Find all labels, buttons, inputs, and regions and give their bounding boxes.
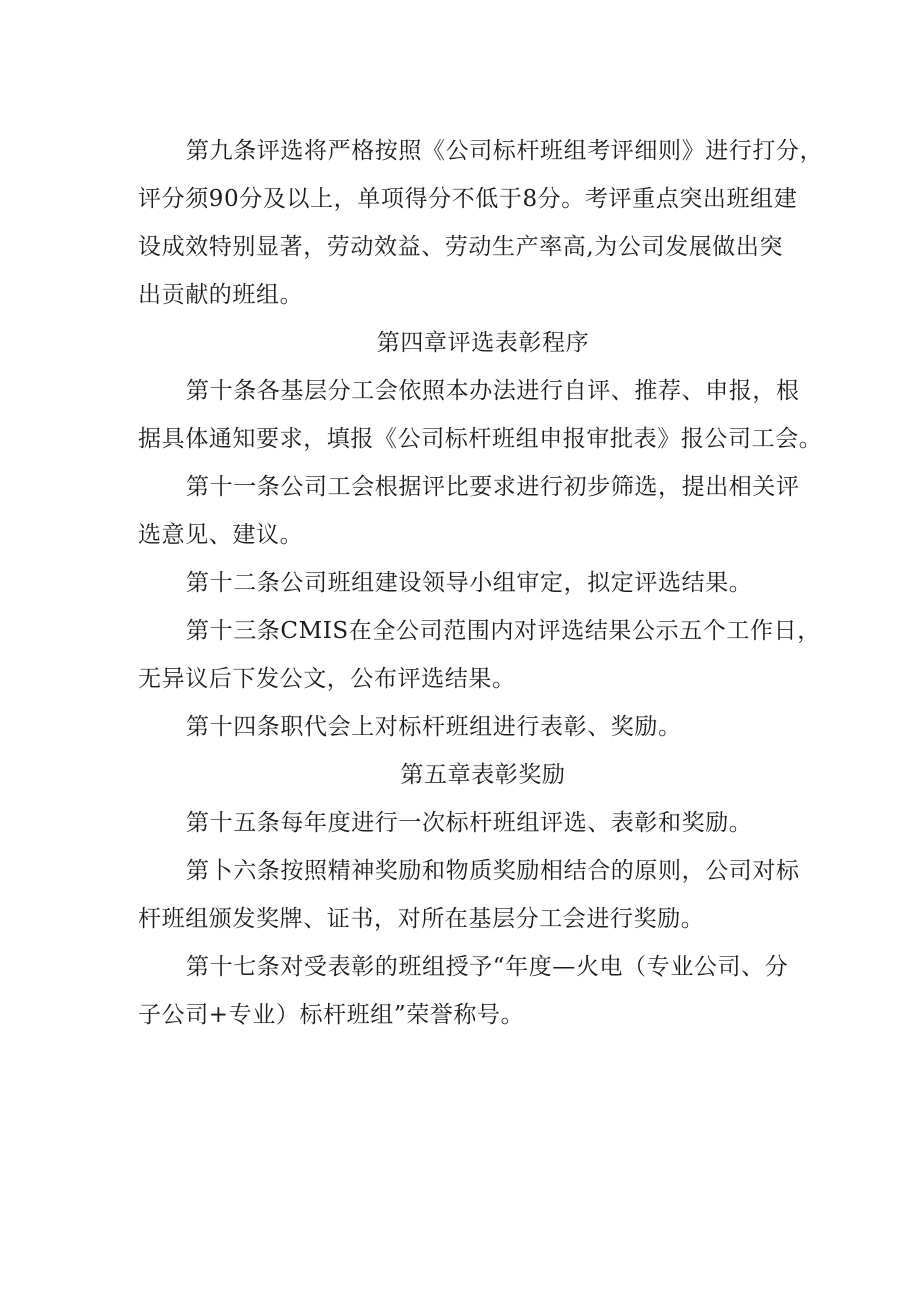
article-16-line-2: 杆班组颁发奖牌、证书，对所在基层分工会进行奖励。: [138, 906, 705, 932]
article-14-line-1: 第十四条职代会上对标杆班组进行表彰、奖励。: [186, 714, 682, 740]
article-9-line-1: 第九条评选将严格按照《公司标杆班组考评细则》进行打分，: [186, 138, 824, 164]
chapter-5-heading: 第五章表彰奖励: [400, 762, 566, 788]
article-12-line-1: 第十二条公司班组建设领导小组审定，拟定评选结果。: [186, 570, 753, 596]
article-15-line-1: 第十五条每年度进行一次标杆班组评选、表彰和奖励。: [186, 810, 753, 836]
article-17-line-1: 第十七条对受表彰的班组授予“年度—火电（专业公司、分: [186, 954, 789, 980]
article-17-line-2: 子公司+专业）标杆班组”荣誉称号。: [138, 1002, 525, 1028]
article-11-line-2: 选意见、建议。: [138, 522, 304, 548]
article-9-line-2: 评分须90分及以上，单项得分不低于8分。考评重点突出班组建: [138, 186, 798, 212]
article-9-line-3: 设成效特别显著，劳动效益、劳动生产率高,为公司发展做出突: [138, 234, 784, 260]
article-10-line-1: 第十条各基层分工会依照本办法进行自评、推荐、申报，根: [186, 378, 800, 404]
document-body: [138, 127, 824, 1039]
article-9-line-4: 出贡献的班组。: [138, 282, 304, 308]
article-13-line-1: 第十三条CMIS在全公司范围内对评选结果公示五个工作日，: [186, 618, 821, 644]
article-16-line-1: 第卜六条按照精神奖励和物质奖励相结合的原则，公司对标: [186, 858, 800, 884]
article-10-line-2: 据具体通知要求，填报《公司标杆班组申报审批表》报公司工会。: [138, 426, 823, 452]
chapter-4-heading: 第四章评选表彰程序: [376, 330, 590, 356]
article-11-line-1: 第十一条公司工会根据评比要求进行初步筛选，提出相关评: [186, 474, 800, 500]
article-13-line-2: 无异议后下发公文，公布评选结果。: [138, 666, 516, 692]
